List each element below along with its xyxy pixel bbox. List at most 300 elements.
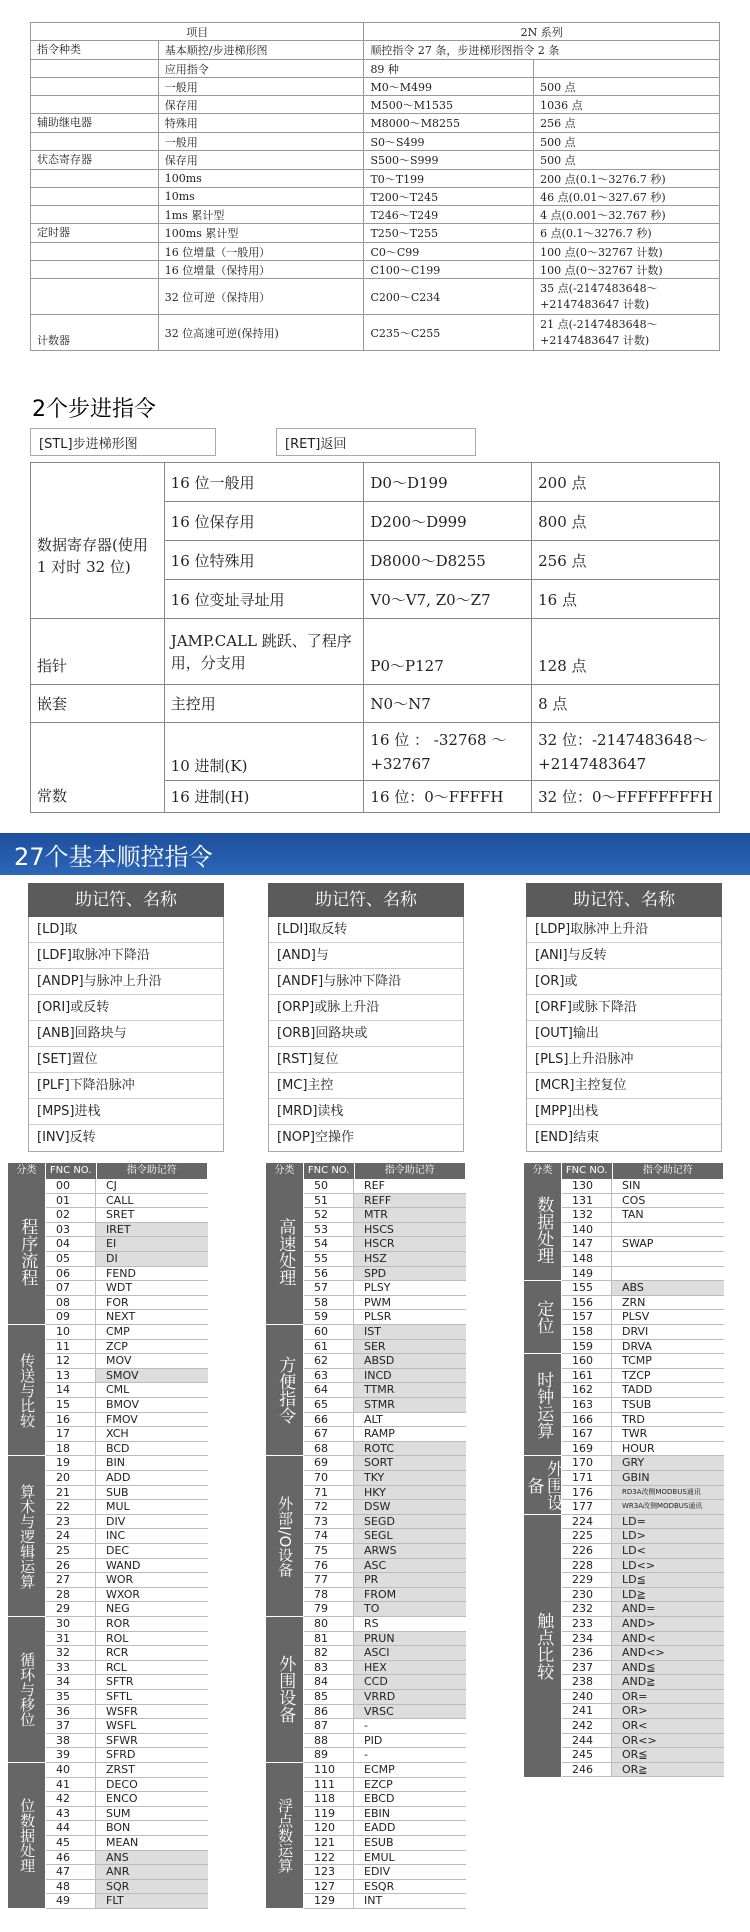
fnc-mnemonic: SMOV bbox=[96, 1369, 208, 1384]
cell: D8000～D8255 bbox=[364, 541, 532, 580]
fnc-group-label: 外围设备 bbox=[524, 1456, 561, 1514]
table-cell: 基本顺控/步进梯形图 bbox=[158, 41, 364, 60]
cell: JAMP.CALL 跳跃、了程序用，分支用 bbox=[164, 619, 364, 685]
fnc-group-label: 外围设备 bbox=[266, 1617, 303, 1763]
fnc-mnemonic: HSCR bbox=[354, 1237, 466, 1252]
table-cell: C0～C99 bbox=[364, 243, 534, 261]
fnc-mnemonic: AND≧ bbox=[612, 1675, 724, 1690]
fnc-group bbox=[266, 1456, 466, 1617]
category-cell: 计数器 bbox=[31, 315, 159, 351]
fnc-row bbox=[46, 1807, 208, 1822]
table-cell: C200～C234 bbox=[364, 279, 534, 315]
fnc-header-cell: 指令助记符 bbox=[613, 1163, 723, 1179]
fnc-row bbox=[562, 1340, 724, 1355]
fnc-row bbox=[46, 1705, 208, 1720]
fnc-row bbox=[304, 1237, 466, 1252]
fnc-row bbox=[562, 1296, 724, 1311]
fnc-row bbox=[562, 1442, 724, 1457]
fnc-mnemonic: LD< bbox=[612, 1544, 724, 1559]
fnc-number: 155 bbox=[562, 1281, 612, 1296]
fnc-mnemonic: ZRN bbox=[612, 1296, 724, 1311]
fnc-mnemonic: GRY bbox=[612, 1456, 724, 1471]
fnc-number: 06 bbox=[46, 1267, 96, 1282]
fnc-row bbox=[46, 1281, 208, 1296]
fnc-row bbox=[46, 1354, 208, 1369]
category-cell bbox=[31, 96, 159, 114]
fnc-table-2 bbox=[266, 1163, 466, 1909]
fnc-group-label: 数据处理 bbox=[524, 1179, 561, 1281]
fnc-number: 17 bbox=[46, 1427, 96, 1442]
fnc-row bbox=[304, 1646, 466, 1661]
table-cell: 21 点(-2147483648～+2147483647 计数) bbox=[534, 315, 720, 351]
fnc-number: 44 bbox=[46, 1821, 96, 1836]
fnc-number: 60 bbox=[304, 1325, 354, 1340]
fnc-number: 74 bbox=[304, 1529, 354, 1544]
fnc-row bbox=[304, 1778, 466, 1793]
fnc-row bbox=[304, 1194, 466, 1209]
fnc-mnemonic: ABSD bbox=[354, 1354, 466, 1369]
fnc-header bbox=[266, 1163, 466, 1179]
fnc-mnemonic: DEC bbox=[96, 1544, 208, 1559]
fnc-row bbox=[46, 1602, 208, 1617]
fnc-row bbox=[304, 1807, 466, 1822]
fnc-header-cell: 分类 bbox=[524, 1163, 561, 1179]
fnc-mnemonic: FEND bbox=[96, 1267, 208, 1282]
category-cell bbox=[31, 133, 159, 151]
cell: D200～D999 bbox=[364, 502, 532, 541]
fnc-row bbox=[562, 1704, 724, 1719]
table-cell: C235～C255 bbox=[364, 315, 534, 351]
fnc-mnemonic: RAMP bbox=[354, 1427, 466, 1442]
fnc-row bbox=[562, 1179, 724, 1194]
fnc-row bbox=[304, 1851, 466, 1866]
table-cell: 32 位可逆（保持用） bbox=[158, 279, 364, 315]
fnc-row bbox=[562, 1325, 724, 1340]
fnc-number: 121 bbox=[304, 1836, 354, 1851]
fnc-number: 26 bbox=[46, 1559, 96, 1574]
fnc-header-cell: FNC NO. bbox=[562, 1163, 612, 1179]
fnc-mnemonic: ABS bbox=[612, 1281, 724, 1296]
fnc-mnemonic: - bbox=[354, 1748, 466, 1763]
category-cell: 辅助继电器 bbox=[31, 114, 159, 133]
fnc-row bbox=[304, 1515, 466, 1530]
fnc-group bbox=[524, 1354, 724, 1456]
fnc-number: 65 bbox=[304, 1398, 354, 1413]
fnc-group bbox=[524, 1456, 724, 1514]
fnc-group bbox=[8, 1179, 208, 1325]
fnc-row bbox=[304, 1179, 466, 1194]
fnc-number: 131 bbox=[562, 1194, 612, 1209]
fnc-number: 62 bbox=[304, 1354, 354, 1369]
fnc-row bbox=[46, 1748, 208, 1763]
fnc-row bbox=[304, 1836, 466, 1851]
fnc-mnemonic: DECO bbox=[96, 1778, 208, 1793]
fnc-group-label: 方便指令 bbox=[266, 1325, 303, 1456]
fnc-row bbox=[304, 1383, 466, 1398]
fnc-row bbox=[562, 1267, 724, 1282]
fnc-row bbox=[304, 1734, 466, 1749]
ret-box: [RET]返回 bbox=[276, 428, 476, 456]
fnc-mnemonic: ROTC bbox=[354, 1442, 466, 1457]
fnc-number: 67 bbox=[304, 1427, 354, 1442]
fnc-number: 19 bbox=[46, 1456, 96, 1471]
fnc-number: 245 bbox=[562, 1748, 612, 1763]
fnc-mnemonic: TAN bbox=[612, 1208, 724, 1223]
table-cell: 10ms bbox=[158, 188, 364, 206]
table-cell: 特殊用 bbox=[158, 114, 364, 133]
mnemonic-column-2 bbox=[268, 883, 464, 1152]
fnc-number: 18 bbox=[46, 1442, 96, 1457]
table-cell: 1ms 累计型 bbox=[158, 206, 364, 224]
fnc-number: 244 bbox=[562, 1734, 612, 1749]
fnc-row bbox=[46, 1442, 208, 1457]
fnc-mnemonic: ADD bbox=[96, 1471, 208, 1486]
fnc-mnemonic: GBIN bbox=[612, 1471, 724, 1486]
fnc-number: 177 bbox=[562, 1500, 612, 1515]
fnc-mnemonic: MTR bbox=[354, 1208, 466, 1223]
fnc-row bbox=[562, 1500, 724, 1515]
fnc-row bbox=[562, 1748, 724, 1763]
category-cell bbox=[31, 170, 159, 188]
fnc-group-label: 高速处理 bbox=[266, 1179, 303, 1325]
fnc-number: 89 bbox=[304, 1748, 354, 1763]
fnc-mnemonic: ANR bbox=[96, 1865, 208, 1880]
fnc-row bbox=[46, 1325, 208, 1340]
fnc-row bbox=[562, 1208, 724, 1223]
fnc-mnemonic: EI bbox=[96, 1237, 208, 1252]
fnc-mnemonic: XCH bbox=[96, 1427, 208, 1442]
fnc-number: 30 bbox=[46, 1617, 96, 1632]
fnc-number: 10 bbox=[46, 1325, 96, 1340]
fnc-row bbox=[46, 1427, 208, 1442]
const-label: 常数 bbox=[31, 723, 165, 813]
fnc-mnemonic: AND> bbox=[612, 1617, 724, 1632]
table-cell: 200 点(0.1～3276.7 秒) bbox=[534, 170, 720, 188]
fnc-number: 236 bbox=[562, 1646, 612, 1661]
fnc-number: 55 bbox=[304, 1252, 354, 1267]
fnc-number: 240 bbox=[562, 1690, 612, 1705]
table-cell: 4 点(0.001～32.767 秒) bbox=[534, 206, 720, 224]
fnc-mnemonic: WXOR bbox=[96, 1588, 208, 1603]
fnc-number: 238 bbox=[562, 1675, 612, 1690]
fnc-number: 83 bbox=[304, 1661, 354, 1676]
table-cell: S0～S499 bbox=[364, 133, 534, 151]
fnc-row bbox=[304, 1252, 466, 1267]
fnc-row bbox=[304, 1880, 466, 1895]
fnc-mnemonic bbox=[612, 1223, 724, 1238]
fnc-mnemonic: PRUN bbox=[354, 1632, 466, 1647]
fnc-number: 129 bbox=[304, 1894, 354, 1909]
fnc-group bbox=[8, 1617, 208, 1763]
fnc-number: 34 bbox=[46, 1675, 96, 1690]
category-cell bbox=[31, 206, 159, 224]
fnc-mnemonic: EBCD bbox=[354, 1792, 466, 1807]
fnc-row bbox=[304, 1894, 466, 1909]
fnc-row bbox=[562, 1734, 724, 1749]
fnc-row bbox=[46, 1588, 208, 1603]
fnc-number: 237 bbox=[562, 1661, 612, 1676]
fnc-number: 07 bbox=[46, 1281, 96, 1296]
table-cell: 一般用 bbox=[158, 78, 364, 96]
fnc-number: 242 bbox=[562, 1719, 612, 1734]
fnc-group bbox=[524, 1281, 724, 1354]
table-cell: 100ms 累计型 bbox=[158, 224, 364, 243]
fnc-row bbox=[46, 1865, 208, 1880]
fnc-number: 132 bbox=[562, 1208, 612, 1223]
fnc-number: 45 bbox=[46, 1836, 96, 1851]
data-register-label: 数据寄存器(使用 1 对时 32 位) bbox=[31, 463, 165, 619]
mnemonic-item: [ORP]或脉上升沿 bbox=[269, 995, 463, 1021]
category-cell: 指令种类 bbox=[31, 41, 159, 60]
stl-box: [STL]步进梯形图 bbox=[30, 428, 216, 456]
fnc-mnemonic: EBIN bbox=[354, 1807, 466, 1822]
column-header: 助记符、名称 bbox=[28, 883, 224, 917]
fnc-row bbox=[304, 1281, 466, 1296]
device-spec-table bbox=[30, 22, 720, 351]
table-cell bbox=[534, 60, 720, 78]
fnc-mnemonic: SIN bbox=[612, 1179, 724, 1194]
fnc-number: 70 bbox=[304, 1471, 354, 1486]
mnemonic-item: [MC]主控 bbox=[269, 1073, 463, 1099]
fnc-mnemonic: WSFL bbox=[96, 1719, 208, 1734]
fnc-number: 32 bbox=[46, 1646, 96, 1661]
fnc-mnemonic: PID bbox=[354, 1734, 466, 1749]
mnemonic-item: [MPS]进栈 bbox=[29, 1099, 223, 1125]
fnc-mnemonic: TCMP bbox=[612, 1354, 724, 1369]
mnemonic-item: [LD]取 bbox=[29, 917, 223, 943]
fnc-row bbox=[46, 1573, 208, 1588]
fnc-mnemonic: VRRD bbox=[354, 1690, 466, 1705]
fnc-table-3 bbox=[524, 1163, 724, 1778]
fnc-row bbox=[46, 1778, 208, 1793]
fnc-number: 37 bbox=[46, 1719, 96, 1734]
fnc-mnemonic: ANS bbox=[96, 1851, 208, 1866]
fnc-row bbox=[46, 1194, 208, 1209]
cell: 16 位 ： -32768 ～ +32767 bbox=[364, 723, 532, 781]
fnc-header-cell: 指令助记符 bbox=[355, 1163, 465, 1179]
fnc-mnemonic: MUL bbox=[96, 1500, 208, 1515]
fnc-number: 149 bbox=[562, 1267, 612, 1282]
fnc-mnemonic: TZCP bbox=[612, 1369, 724, 1384]
fnc-row bbox=[562, 1588, 724, 1603]
fnc-number: 42 bbox=[46, 1792, 96, 1807]
fnc-number: 50 bbox=[304, 1179, 354, 1194]
fnc-number: 03 bbox=[46, 1223, 96, 1238]
table-cell: 一般用 bbox=[158, 133, 364, 151]
cell: 16 进制(H) bbox=[164, 781, 364, 813]
fnc-mnemonic: EZCP bbox=[354, 1778, 466, 1793]
fnc-number: 85 bbox=[304, 1690, 354, 1705]
fnc-row bbox=[46, 1515, 208, 1530]
fnc-mnemonic: INC bbox=[96, 1529, 208, 1544]
fnc-number: 53 bbox=[304, 1223, 354, 1238]
table-cell: 46 点(0.01～327.67 秒) bbox=[534, 188, 720, 206]
mnemonic-item: [ORI]或反转 bbox=[29, 995, 223, 1021]
cell: 16 位特殊用 bbox=[164, 541, 364, 580]
fnc-row bbox=[562, 1281, 724, 1296]
mnemonic-column-3 bbox=[526, 883, 722, 1152]
fnc-number: 75 bbox=[304, 1544, 354, 1559]
fnc-row bbox=[562, 1471, 724, 1486]
fnc-row bbox=[304, 1763, 466, 1778]
fnc-row bbox=[46, 1719, 208, 1734]
fnc-row bbox=[304, 1865, 466, 1880]
fnc-row bbox=[46, 1617, 208, 1632]
fnc-number: 76 bbox=[304, 1559, 354, 1574]
fnc-number: 111 bbox=[304, 1778, 354, 1793]
category-cell bbox=[31, 60, 159, 78]
mnemonic-item: [ANB]回路块与 bbox=[29, 1021, 223, 1047]
fnc-row bbox=[304, 1675, 466, 1690]
fnc-mnemonic bbox=[612, 1267, 724, 1282]
fnc-mnemonic: INT bbox=[354, 1894, 466, 1909]
fnc-mnemonic: WAND bbox=[96, 1559, 208, 1574]
fnc-row bbox=[304, 1821, 466, 1836]
fnc-mnemonic: STMR bbox=[354, 1398, 466, 1413]
fnc-row bbox=[304, 1442, 466, 1457]
fnc-mnemonic: RCL bbox=[96, 1661, 208, 1676]
fnc-mnemonic: SUB bbox=[96, 1486, 208, 1501]
fnc-mnemonic: WSFR bbox=[96, 1705, 208, 1720]
fnc-number: 64 bbox=[304, 1383, 354, 1398]
fnc-mnemonic: TO bbox=[354, 1602, 466, 1617]
fnc-number: 48 bbox=[46, 1880, 96, 1895]
fnc-mnemonic: SRET bbox=[96, 1208, 208, 1223]
fnc-mnemonic: CALL bbox=[96, 1194, 208, 1209]
fnc-header-cell: FNC NO. bbox=[304, 1163, 354, 1179]
table-cell: T200～T245 bbox=[364, 188, 534, 206]
fnc-row bbox=[304, 1427, 466, 1442]
fnc-number: 13 bbox=[46, 1369, 96, 1384]
cell: 16 位：0～FFFFH bbox=[364, 781, 532, 813]
fnc-mnemonic: VRSC bbox=[354, 1705, 466, 1720]
fnc-mnemonic: SWAP bbox=[612, 1237, 724, 1252]
fnc-group bbox=[524, 1179, 724, 1281]
table-cell: 35 点(-2147483648～+2147483647 计数) bbox=[534, 279, 720, 315]
fnc-row bbox=[304, 1456, 466, 1471]
fnc-mnemonic: CMP bbox=[96, 1325, 208, 1340]
fnc-row bbox=[562, 1675, 724, 1690]
fnc-mnemonic: RS bbox=[354, 1617, 466, 1632]
fnc-mnemonic: ESQR bbox=[354, 1880, 466, 1895]
table-cell: 32 位高速可逆(保持用) bbox=[158, 315, 364, 351]
table-cell: T250～T255 bbox=[364, 224, 534, 243]
fnc-group bbox=[266, 1617, 466, 1763]
fnc-row bbox=[304, 1690, 466, 1705]
fnc-row bbox=[304, 1398, 466, 1413]
fnc-mnemonic: CML bbox=[96, 1383, 208, 1398]
fnc-number: 01 bbox=[46, 1194, 96, 1209]
cell: 16 点 bbox=[532, 580, 720, 619]
fnc-number: 72 bbox=[304, 1500, 354, 1515]
fnc-row bbox=[562, 1632, 724, 1647]
cell: 10 进制(K) bbox=[164, 723, 364, 781]
fnc-number: 59 bbox=[304, 1310, 354, 1325]
table-cell: 500 点 bbox=[534, 151, 720, 170]
mnemonic-item: [PLF]下降沿脉冲 bbox=[29, 1073, 223, 1099]
fnc-mnemonic: SER bbox=[354, 1340, 466, 1355]
fnc-group bbox=[8, 1456, 208, 1617]
fnc-row bbox=[46, 1252, 208, 1267]
fnc-number: 167 bbox=[562, 1427, 612, 1442]
fnc-mnemonic: INCD bbox=[354, 1369, 466, 1384]
fnc-row bbox=[304, 1617, 466, 1632]
table-cell: 89 种 bbox=[364, 60, 534, 78]
fnc-number: 158 bbox=[562, 1325, 612, 1340]
fnc-row bbox=[562, 1646, 724, 1661]
fnc-number: 52 bbox=[304, 1208, 354, 1223]
table-cell: 1036 点 bbox=[534, 96, 720, 114]
fnc-row bbox=[562, 1719, 724, 1734]
fnc-row bbox=[304, 1544, 466, 1559]
fnc-number: 23 bbox=[46, 1515, 96, 1530]
fnc-row bbox=[562, 1456, 724, 1471]
fnc-row bbox=[304, 1705, 466, 1720]
fnc-row bbox=[304, 1792, 466, 1807]
table-cell: S500～S999 bbox=[364, 151, 534, 170]
fnc-row bbox=[46, 1383, 208, 1398]
fnc-number: 226 bbox=[562, 1544, 612, 1559]
fnc-number: 68 bbox=[304, 1442, 354, 1457]
fnc-row bbox=[304, 1588, 466, 1603]
fnc-number: 157 bbox=[562, 1310, 612, 1325]
fnc-mnemonic: REFF bbox=[354, 1194, 466, 1209]
fnc-number: 41 bbox=[46, 1778, 96, 1793]
fnc-row bbox=[562, 1661, 724, 1676]
fnc-mnemonic: RCR bbox=[96, 1646, 208, 1661]
fnc-number: 43 bbox=[46, 1807, 96, 1822]
mnemonic-item: [PLS]上升沿脉冲 bbox=[527, 1047, 721, 1073]
fnc-number: 21 bbox=[46, 1486, 96, 1501]
fnc-row bbox=[46, 1486, 208, 1501]
fnc-number: 234 bbox=[562, 1632, 612, 1647]
fnc-row bbox=[46, 1310, 208, 1325]
fnc-group-label: 传送与比较 bbox=[8, 1325, 45, 1456]
fnc-number: 166 bbox=[562, 1413, 612, 1428]
fnc-number: 04 bbox=[46, 1237, 96, 1252]
fnc-row bbox=[304, 1208, 466, 1223]
fnc-number: 56 bbox=[304, 1267, 354, 1282]
fnc-number: 16 bbox=[46, 1413, 96, 1428]
fnc-number: 241 bbox=[562, 1704, 612, 1719]
fnc-mnemonic: AND< bbox=[612, 1632, 724, 1647]
fnc-row bbox=[46, 1675, 208, 1690]
fnc-mnemonic: TWR bbox=[612, 1427, 724, 1442]
cell: 32 位：-2147483648～+2147483647 bbox=[532, 723, 720, 781]
fnc-row bbox=[304, 1340, 466, 1355]
fnc-row bbox=[46, 1223, 208, 1238]
table-cell: 6 点(0.1～3276.7 秒) bbox=[534, 224, 720, 243]
register-table bbox=[30, 462, 720, 813]
fnc-mnemonic: ECMP bbox=[354, 1763, 466, 1778]
fnc-number: 169 bbox=[562, 1442, 612, 1457]
mnemonic-item: [NOP]空操作 bbox=[277, 1130, 354, 1145]
fnc-row bbox=[46, 1500, 208, 1515]
fnc-mnemonic: SORT bbox=[354, 1456, 466, 1471]
fnc-mnemonic: HEX bbox=[354, 1661, 466, 1676]
fnc-number: 79 bbox=[304, 1602, 354, 1617]
fnc-row bbox=[46, 1646, 208, 1661]
fnc-mnemonic: SPD bbox=[354, 1267, 466, 1282]
cell: 16 位变址寻址用 bbox=[164, 580, 364, 619]
category-cell bbox=[31, 261, 159, 279]
fnc-header-cell: FNC NO. bbox=[46, 1163, 96, 1179]
fnc-mnemonic: DSW bbox=[354, 1500, 466, 1515]
fnc-group bbox=[266, 1763, 466, 1909]
fnc-number: 54 bbox=[304, 1237, 354, 1252]
fnc-row bbox=[304, 1486, 466, 1501]
table-cell: M8000～M8255 bbox=[364, 114, 534, 133]
